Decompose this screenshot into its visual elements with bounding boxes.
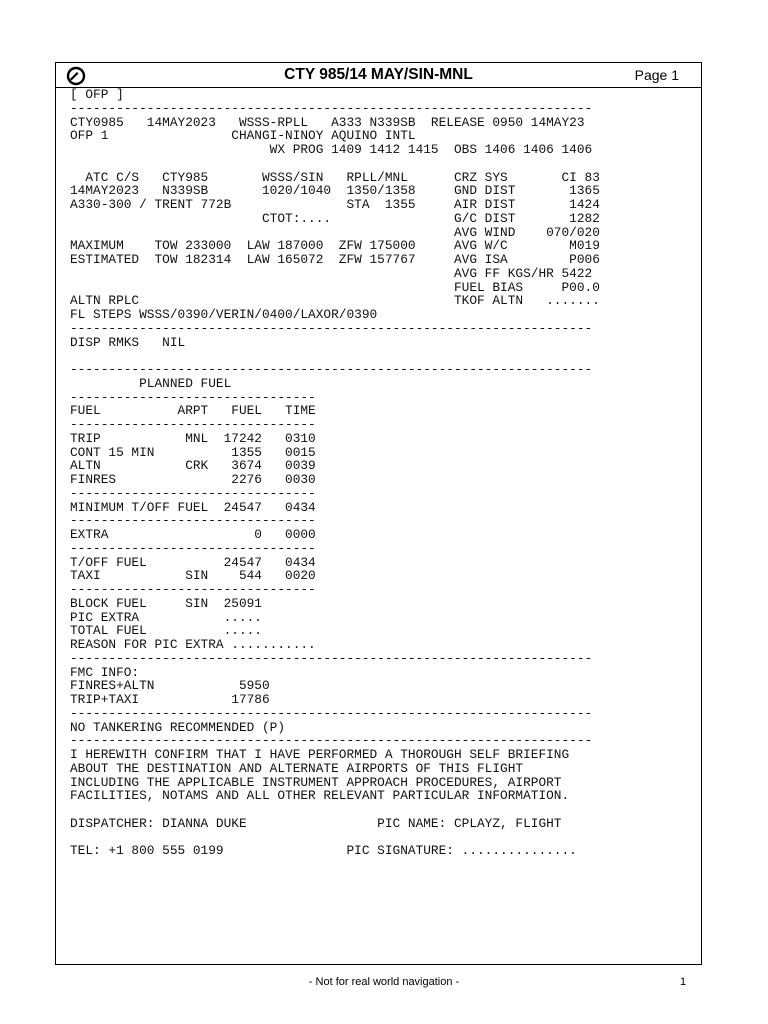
ofp-line: 14MAY2023 N339SB 1020/1040 1350/1358 GND DIST 1365 [70,183,600,199]
ofp-document [55,62,702,965]
ofp-line: NO TANKERING RECOMMENDED (P) [70,719,286,735]
ofp-line: A330-300 / TRENT 772B STA 1355 AIR DIST 1424 [70,197,600,212]
ofp-line: FUEL BIAS P00.0 [70,279,600,295]
ofp-line: AVG WIND 070/020 [70,224,600,240]
ofp-line: AVG FF KGS/HR 5422 [70,265,593,281]
ofp-line: FUEL ARPT FUEL TIME [70,403,316,419]
ofp-line: FINRES 2276 0030 [70,472,316,487]
ofp-line: -------------------------------------------------------------------- [70,705,593,721]
ofp-line: ABOUT THE DESTINATION AND ALTERNATE AIRPORTS OF THIS FLIGHT [70,760,524,776]
ofp-line: TAXI SIN 544 0020 [70,568,316,584]
ofp-line: EXTRA 0 0000 [70,527,316,542]
ofp-line: -------------------------------- [70,389,316,405]
ofp-line: -------------------------------------------------------------------- [70,362,593,377]
ofp-line: -------------------------------------------------------------------- [70,733,593,749]
footer-page-number: 1 [680,976,687,988]
ofp-line: TRIP MNL 17242 0310 [70,430,316,446]
ofp-line: ALTN CRK 3674 0039 [70,458,316,474]
ofp-line: [ OFP ] [70,87,124,102]
ofp-line: CONT 15 MIN 1355 0015 [70,444,316,460]
ofp-line: FACILITIES, NOTAMS AND ALL OTHER RELEVANT PARTICULAR INFORMATION. [70,788,570,804]
ofp-line: DISP RMKS NIL [70,334,186,350]
page-label: Page 1 [634,67,679,83]
ofp-line: T/OFF FUEL 24547 0434 [70,554,316,570]
ofp-line: -------------------------------- [70,582,316,597]
ofp-line: -------------------------------------------------------------------- [70,320,593,336]
ofp-line: -------------------------------------------------------------------- [70,100,593,116]
ofp-line: CTY0985 14MAY2023 WSSS-RPLL A333 N339SB RELEASE 0950 14MAY23 [70,114,585,130]
ofp-line: I HEREWITH CONFIRM THAT I HAVE PERFORMED A THOROUGH SELF BRIEFING [70,747,570,762]
ofp-line: -------------------------------- [70,540,316,556]
ofp-line: FL STEPS WSSS/0390/VERIN/0400/LAXOR/0390 [70,307,378,322]
ofp-line: FINRES+ALTN 5950 [70,678,270,694]
ofp-line: FMC INFO: [70,664,140,680]
footer-disclaimer: - Not for real world navigation - [308,976,460,988]
ofp-line: ESTIMATED TOW 182314 LAW 165072 ZFW 157767 AVG ISA P006 [70,252,600,267]
ofp-line: MINIMUM T/OFF FUEL 24547 0434 [70,499,316,515]
ofp-line: DISPATCHER: DIANNA DUKE PIC NAME: CPLAYZ, FLIGHT [70,815,562,831]
ofp-line: PLANNED FUEL [70,375,232,391]
ofp-line: TEL: +1 800 555 0199 PIC SIGNATURE: ............... [70,843,577,859]
ofp-line: BLOCK FUEL SIN 25091 [70,595,262,611]
ofp-line: INCLUDING THE APPLICABLE INSTRUMENT APPROACH PROCEDURES, AIRPORT [70,774,562,790]
ofp-line: ALTN RPLC TKOF ALTN ....... [70,293,600,309]
ofp-line: ATC C/S CTY985 WSSS/SIN RPLL/MNL CRZ SYS CI 83 [70,169,600,185]
ofp-line: -------------------------------- [70,417,316,432]
document-header [56,63,701,88]
ofp-body [70,88,600,858]
document-title: CTY 985/14 MAY/SIN-MNL [284,66,473,83]
ofp-line: -------------------------------- [70,485,316,501]
ofp-line: WX PROG 1409 1412 1415 OBS 1406 1406 1406 [70,142,593,157]
ofp-line: TOTAL FUEL ..... [70,623,262,639]
ofp-line: REASON FOR PIC EXTRA ........... [70,637,316,652]
ofp-line: CTOT:.... G/C DIST 1282 [70,210,600,226]
ofp-line: PIC EXTRA ..... [70,609,262,625]
ofp-line: TRIP+TAXI 17786 [70,692,270,707]
ofp-line: -------------------------------------------------------------------- [70,650,593,666]
ofp-line: -------------------------------- [70,513,316,529]
ofp-line: OFP 1 CHANGI-NINOY AQUINO INTL [70,128,416,144]
ofp-line: MAXIMUM TOW 233000 LAW 187000 ZFW 175000 AVG W/C M019 [70,238,600,254]
